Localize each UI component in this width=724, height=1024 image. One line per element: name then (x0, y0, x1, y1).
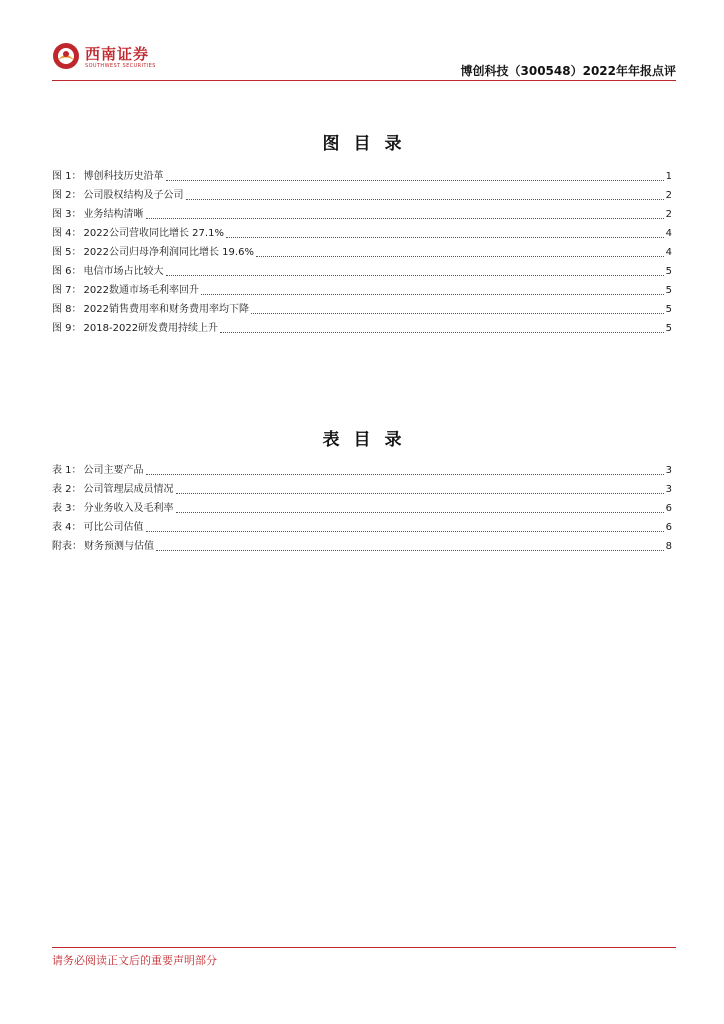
table-index-entry[interactable] (52, 496, 672, 515)
figure-index-title: 图目录 (322, 134, 416, 154)
entry-number: 图 6： (52, 266, 82, 277)
figure-index-entry[interactable] (52, 202, 672, 221)
entry-page-number: 5 (665, 285, 672, 296)
entry-title: 2018-2022研发费用持续上升 (83, 323, 219, 334)
report-title: 博创科技（300548）2022年年报点评 (460, 64, 676, 78)
logo-english-name: SOUTHWEST SECURITIES (85, 63, 156, 69)
table-index-entry[interactable] (52, 515, 672, 534)
table-index-entry[interactable] (52, 458, 672, 477)
figure-index-entry[interactable] (52, 316, 672, 335)
dot-leader (176, 511, 664, 513)
entry-page-number: 5 (665, 266, 672, 277)
entry-number: 图 8： (52, 304, 82, 315)
dot-leader (251, 312, 664, 314)
page-header (52, 40, 676, 80)
entry-page-number: 3 (665, 465, 672, 476)
dot-leader (226, 236, 664, 238)
header-divider (52, 80, 676, 81)
dot-leader (146, 473, 664, 475)
entry-number: 图 2： (52, 190, 82, 201)
entry-title: 财务预测与估值 (84, 541, 154, 552)
dot-leader (186, 198, 664, 200)
dot-leader (201, 293, 664, 295)
entry-number: 表 3： (52, 503, 82, 514)
dot-leader (176, 492, 664, 494)
entry-page-number: 6 (665, 522, 672, 533)
entry-number: 表 4： (52, 522, 82, 533)
entry-number: 图 4： (52, 228, 82, 239)
entry-page-number: 2 (665, 209, 672, 220)
table-index-entry[interactable] (52, 534, 672, 553)
dot-leader (146, 530, 664, 532)
table-index-entry[interactable] (52, 477, 672, 496)
entry-title: 可比公司估值 (83, 522, 144, 533)
entry-page-number: 5 (665, 323, 672, 334)
entry-title: 电信市场占比较大 (83, 266, 164, 277)
dot-leader (166, 274, 664, 276)
entry-title: 2022数通市场毛利率回升 (83, 285, 199, 296)
entry-title: 博创科技历史沿革 (83, 171, 164, 182)
entry-title: 分业务收入及毛利率 (83, 503, 174, 514)
figure-index-entry[interactable] (52, 183, 672, 202)
entry-number: 表 2： (52, 484, 82, 495)
entry-title: 2022公司营收同比增长 27.1% (83, 228, 224, 239)
entry-title: 业务结构清晰 (83, 209, 144, 220)
entry-title: 公司股权结构及子公司 (83, 190, 184, 201)
table-index-title: 表目录 (322, 430, 416, 450)
entry-page-number: 2 (665, 190, 672, 201)
entry-number: 图 3： (52, 209, 82, 220)
figure-index-entry[interactable] (52, 259, 672, 278)
footer-divider (52, 947, 676, 948)
entry-number: 表 1： (52, 465, 82, 476)
entry-page-number: 6 (665, 503, 672, 514)
entry-title: 公司管理层成员情况 (83, 484, 174, 495)
entry-page-number: 3 (665, 484, 672, 495)
disclaimer-note: 请务必阅读正文后的重要声明部分 (52, 954, 217, 967)
figure-index-entry[interactable] (52, 221, 672, 240)
figure-index-entry[interactable] (52, 240, 672, 259)
entry-number: 图 5： (52, 247, 82, 258)
dot-leader (256, 255, 664, 257)
logo-emblem-icon (52, 42, 80, 70)
entry-number: 附表： (52, 541, 82, 552)
entry-page-number: 5 (665, 304, 672, 315)
entry-number: 图 9： (52, 323, 82, 334)
figure-index-entry[interactable] (52, 278, 672, 297)
entry-page-number: 4 (665, 228, 672, 239)
entry-number: 图 7： (52, 285, 82, 296)
entry-title: 公司主要产品 (83, 465, 144, 476)
entry-page-number: 4 (665, 247, 672, 258)
entry-page-number: 8 (665, 541, 672, 552)
table-index-list (52, 458, 672, 553)
logo-chinese-name: 西南证券 (85, 45, 150, 63)
dot-leader (146, 217, 664, 219)
entry-number: 图 1： (52, 171, 82, 182)
dot-leader (166, 179, 664, 181)
figure-index-entry[interactable] (52, 297, 672, 316)
entry-page-number: 1 (665, 171, 672, 182)
entry-title: 2022销售费用率和财务费用率均下降 (83, 304, 249, 315)
figure-index-list (52, 164, 672, 335)
figure-index-entry[interactable] (52, 164, 672, 183)
entry-title: 2022公司归母净利润同比增长 19.6% (83, 247, 254, 258)
dot-leader (220, 331, 664, 333)
dot-leader (156, 549, 664, 551)
